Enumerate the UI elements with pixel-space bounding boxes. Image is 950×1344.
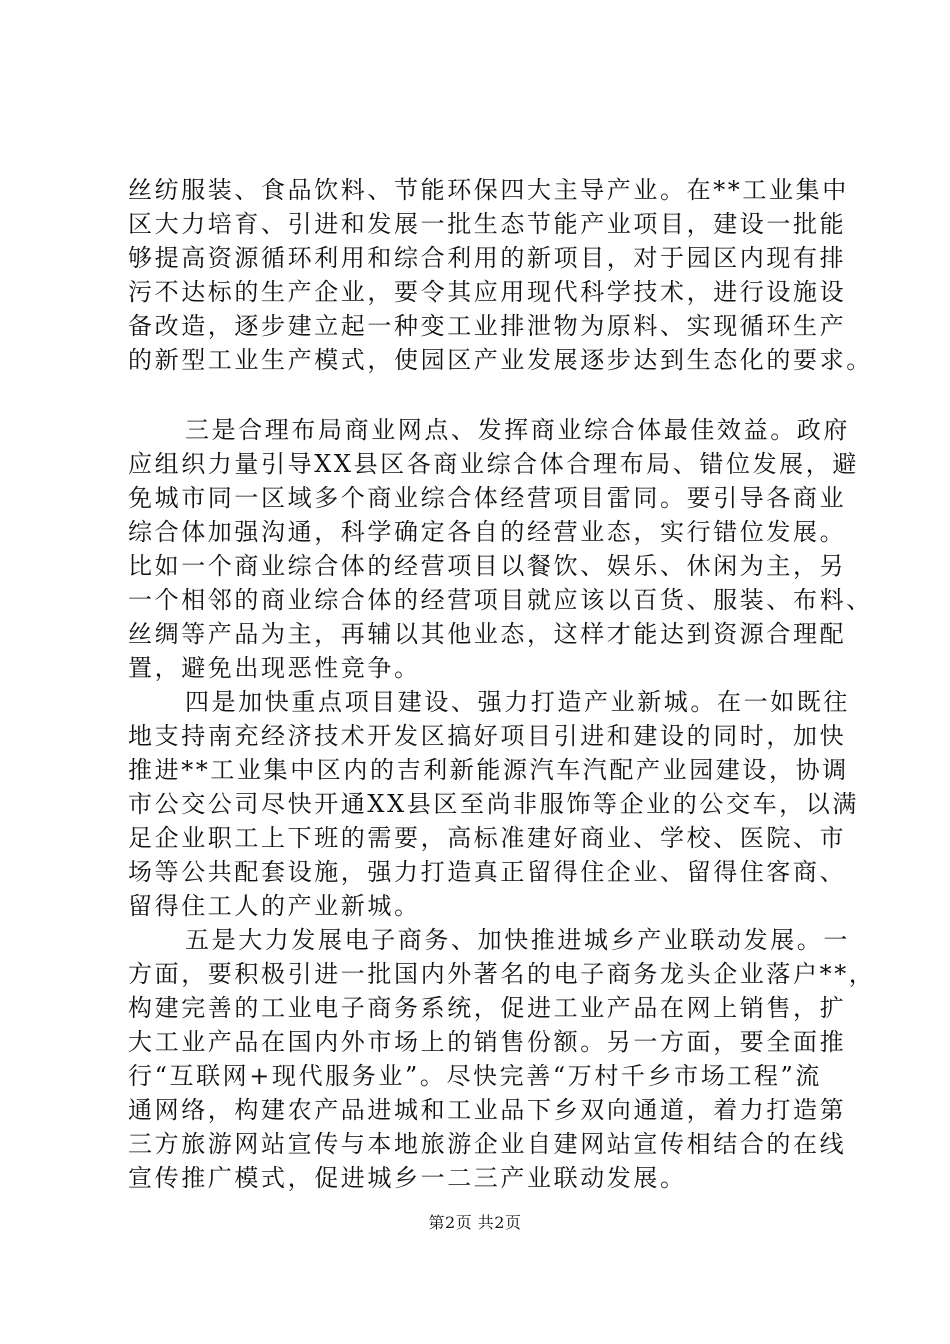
text-line: 构建完善的工业电子商务系统，促进工业产品在网上销售，扩 bbox=[128, 994, 847, 1022]
text-line: 三方旅游网站宣传与本地旅游企业自建网站宣传相结合的在线 bbox=[128, 1130, 847, 1158]
text-line: 污不达标的生产企业，要令其应用现代科学技术，进行设施设 bbox=[128, 278, 847, 306]
paragraph-four-heading: 四是加快重点项目建设、强力打造产业新城。在一如既往 bbox=[185, 688, 850, 716]
text-line: 免城市同一区域多个商业综合体经营项目雷同。要引导各商业 bbox=[128, 484, 847, 512]
text-line: 宣传推广模式，促进城乡一二三产业联动发展。 bbox=[128, 1164, 687, 1192]
text-line: 丝纺服装、食品饮料、节能环保四大主导产业。在**工业集中 bbox=[128, 176, 849, 204]
text-line: 丝绸等产品为主，再辅以其他业态，这样才能达到资源合理配 bbox=[128, 620, 847, 648]
text-line: 地支持南充经济技术开发区搞好项目引进和建设的同时，加快 bbox=[128, 722, 847, 750]
text-line: 够提高资源循环利用和综合利用的新项目，对于园区内现有排 bbox=[128, 244, 847, 272]
text-line: 留得住工人的产业新城。 bbox=[128, 892, 421, 920]
text-line: 应组织力量引导XX县区各商业综合体合理布局、错位发展，避 bbox=[128, 450, 859, 478]
text-line: 通网络，构建农产品进城和工业品下乡双向通道，着力打造第 bbox=[128, 1096, 847, 1124]
paragraph-five-heading: 五是大力发展电子商务、加快推进城乡产业联动发展。一 bbox=[185, 926, 850, 954]
text-line: 行“互联网+现代服务业”。尽快完善“万村千乡市场工程”流 bbox=[128, 1062, 822, 1090]
text-line: 一个相邻的商业综合体的经营项目就应该以百货、服装、布料、 bbox=[128, 586, 873, 614]
text-line: 的新型工业生产模式，使园区产业发展逐步达到生态化的要求。 bbox=[128, 346, 873, 374]
text-line: 场等公共配套设施，强力打造真正留得住企业、留得住客商、 bbox=[128, 858, 847, 886]
text-line: 市公交公司尽快开通XX县区至尚非服饰等企业的公交车，以满 bbox=[128, 790, 859, 818]
text-line: 足企业职工上下班的需要，高标准建好商业、学校、医院、市 bbox=[128, 824, 847, 852]
text-line: 综合体加强沟通，科学确定各自的经营业态，实行错位发展。 bbox=[128, 518, 847, 546]
page-number-footer: 第2页 共2页 bbox=[428, 1213, 522, 1232]
text-line: 大工业产品在国内外市场上的销售份额。另一方面，要全面推 bbox=[128, 1028, 847, 1056]
paragraph-three-heading: 三是合理布局商业网点、发挥商业综合体最佳效益。政府 bbox=[185, 416, 850, 444]
text-line: 方面，要积极引进一批国内外著名的电子商务龙头企业落户**， bbox=[128, 960, 876, 988]
text-line: 置，避免出现恶性竞争。 bbox=[128, 654, 421, 682]
text-line: 比如一个商业综合体的经营项目以餐饮、娱乐、休闲为主，另 bbox=[128, 552, 847, 580]
text-line: 备改造，逐步建立起一种变工业排泄物为原料、实现循环生产 bbox=[128, 312, 847, 340]
text-line: 区大力培育、引进和发展一批生态节能产业项目，建设一批能 bbox=[128, 210, 847, 238]
text-line: 推进**工业集中区内的吉利新能源汽车汽配产业园建设，协调 bbox=[128, 756, 849, 784]
